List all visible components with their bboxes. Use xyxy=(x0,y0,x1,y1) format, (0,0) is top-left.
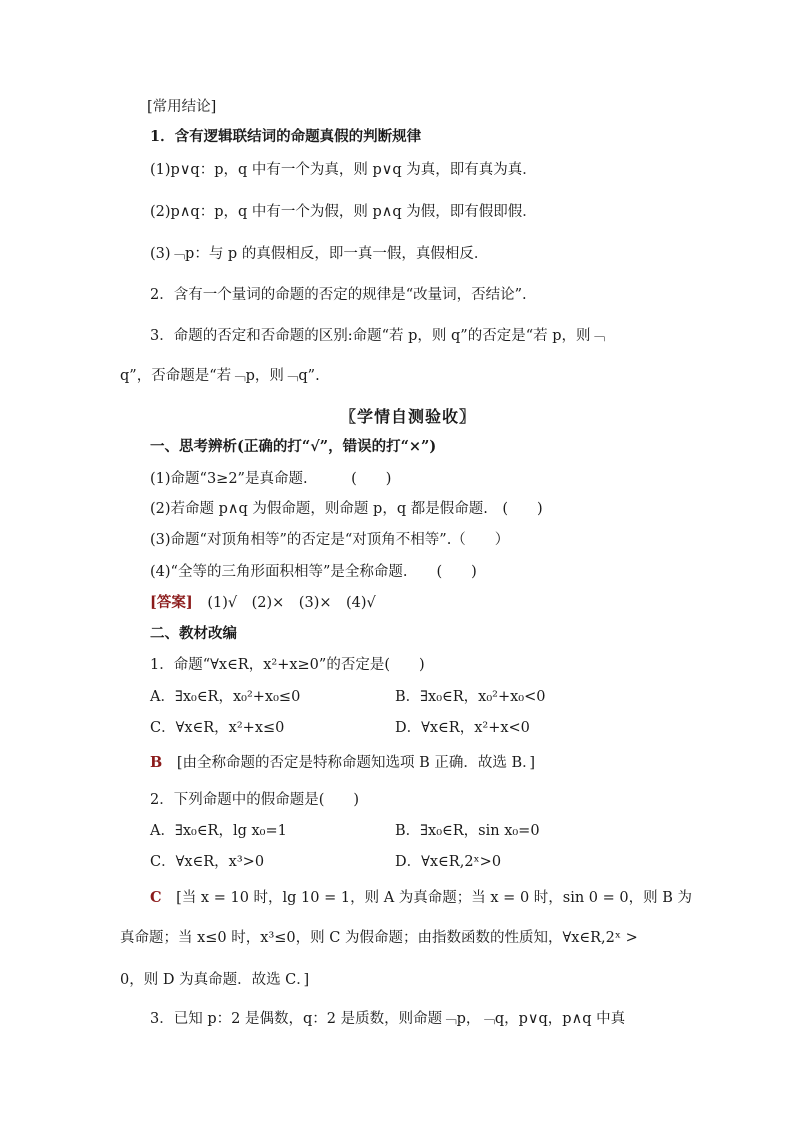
part2-q2-solution-line2: 真命题；当 x≤0 时，x³≤0，则 C 为假命题；由指数函数的性质知，∀x∈R,2ˣ > xyxy=(120,930,638,946)
conclusion-item2: 2．含有一个量词的命题的否定的规律是“改量词，否结论”. xyxy=(150,287,527,303)
part2-q3-stem: 3．已知 p：2 是偶数，q：2 是质数，则命题﹁p，﹁q，p∨q，p∧q 中真 xyxy=(150,1011,626,1027)
part2-q1-option-a: A．∃x₀∈R，x₀²+x₀≤0 xyxy=(150,689,301,705)
part2-q2-option-c: C．∀x∈R，x³>0 xyxy=(150,854,265,870)
q1-explanation: [由全称命题的否定是特称命题知选项 B 正确．故选 B．] xyxy=(176,755,536,771)
part1-q3: (3)命题“对顶角相等”的否定是“对顶角不相等”.（ ） xyxy=(150,532,510,548)
conclusion-item1-a: (1)p∨q：p，q 中有一个为真，则 p∨q 为真，即有真为真． xyxy=(150,162,537,178)
answer-text: (1)√ (2)× (3)× (4)√ xyxy=(207,595,376,611)
part2-q2-stem: 2．下列命题中的假命题是( ) xyxy=(150,792,360,808)
section-title: 〖学情自测验收〗 xyxy=(340,407,477,426)
part2-q2-solution-line3: 0，则 D 为真命题．故选 C．] xyxy=(120,972,310,988)
part2-q2-solution-line1 xyxy=(150,888,692,908)
q1-answer-letter: B xyxy=(150,754,163,771)
part2-q1-option-b: B．∃x₀∈R，x₀²+x₀<0 xyxy=(395,689,546,705)
q2-explanation-1: [当 x = 10 时，lg 10 = 1，则 A 为真命题；当 x = 0 时，sin 0 = 0，则 B 为 xyxy=(176,890,692,906)
conclusion-item3-line1: 3．命题的否定和否命题的区别:命题“若 p，则 q”的否定是“若 p，则﹁ xyxy=(150,328,606,344)
part1-q4: (4)“全等的三角形面积相等”是全称命题. ( ) xyxy=(150,564,477,580)
part2-q2-option-b: B．∃x₀∈R，sin x₀=0 xyxy=(395,823,540,839)
part2-heading: 二、教材改编 xyxy=(150,625,237,642)
part1-heading: 一、思考辨析(正确的打“√”，错误的打“×”) xyxy=(150,438,437,455)
part1-q2: (2)若命题 p∧q 为假命题，则命题 p，q 都是假命题. ( ) xyxy=(150,501,543,517)
part2-q1-option-c: C．∀x∈R，x²+x≤0 xyxy=(150,720,285,736)
answer-label: [答案] xyxy=(150,594,193,611)
conclusion-item1-c: (3)﹁p：与 p 的真假相反，即一真一假，真假相反． xyxy=(150,246,489,262)
conclusion-item3-line2: q”，否命题是“若﹁p，则﹁q”. xyxy=(120,368,320,384)
part2-q1-option-d: D．∀x∈R，x²+x<0 xyxy=(395,720,530,736)
part2-q1-solution xyxy=(150,753,535,773)
q2-answer-letter: C xyxy=(150,889,162,906)
conclusions-header: [常用结论] xyxy=(147,99,217,115)
part2-q2-option-d: D．∀x∈R,2ˣ>0 xyxy=(395,854,502,870)
conclusion-item1-title: 1．含有逻辑联结词的命题真假的判断规律 xyxy=(150,128,422,145)
conclusion-item1-b: (2)p∧q：p，q 中有一个为假，则 p∧q 为假，即有假即假． xyxy=(150,204,537,220)
part1-answer xyxy=(150,593,376,613)
part1-q1: (1)命题“3≥2”是真命题. ( ) xyxy=(150,471,392,487)
part2-q1-stem: 1．命题“∀x∈R，x²+x≥0”的否定是( ) xyxy=(150,657,425,673)
part2-q2-option-a: A．∃x₀∈R，lg x₀=1 xyxy=(150,823,287,839)
